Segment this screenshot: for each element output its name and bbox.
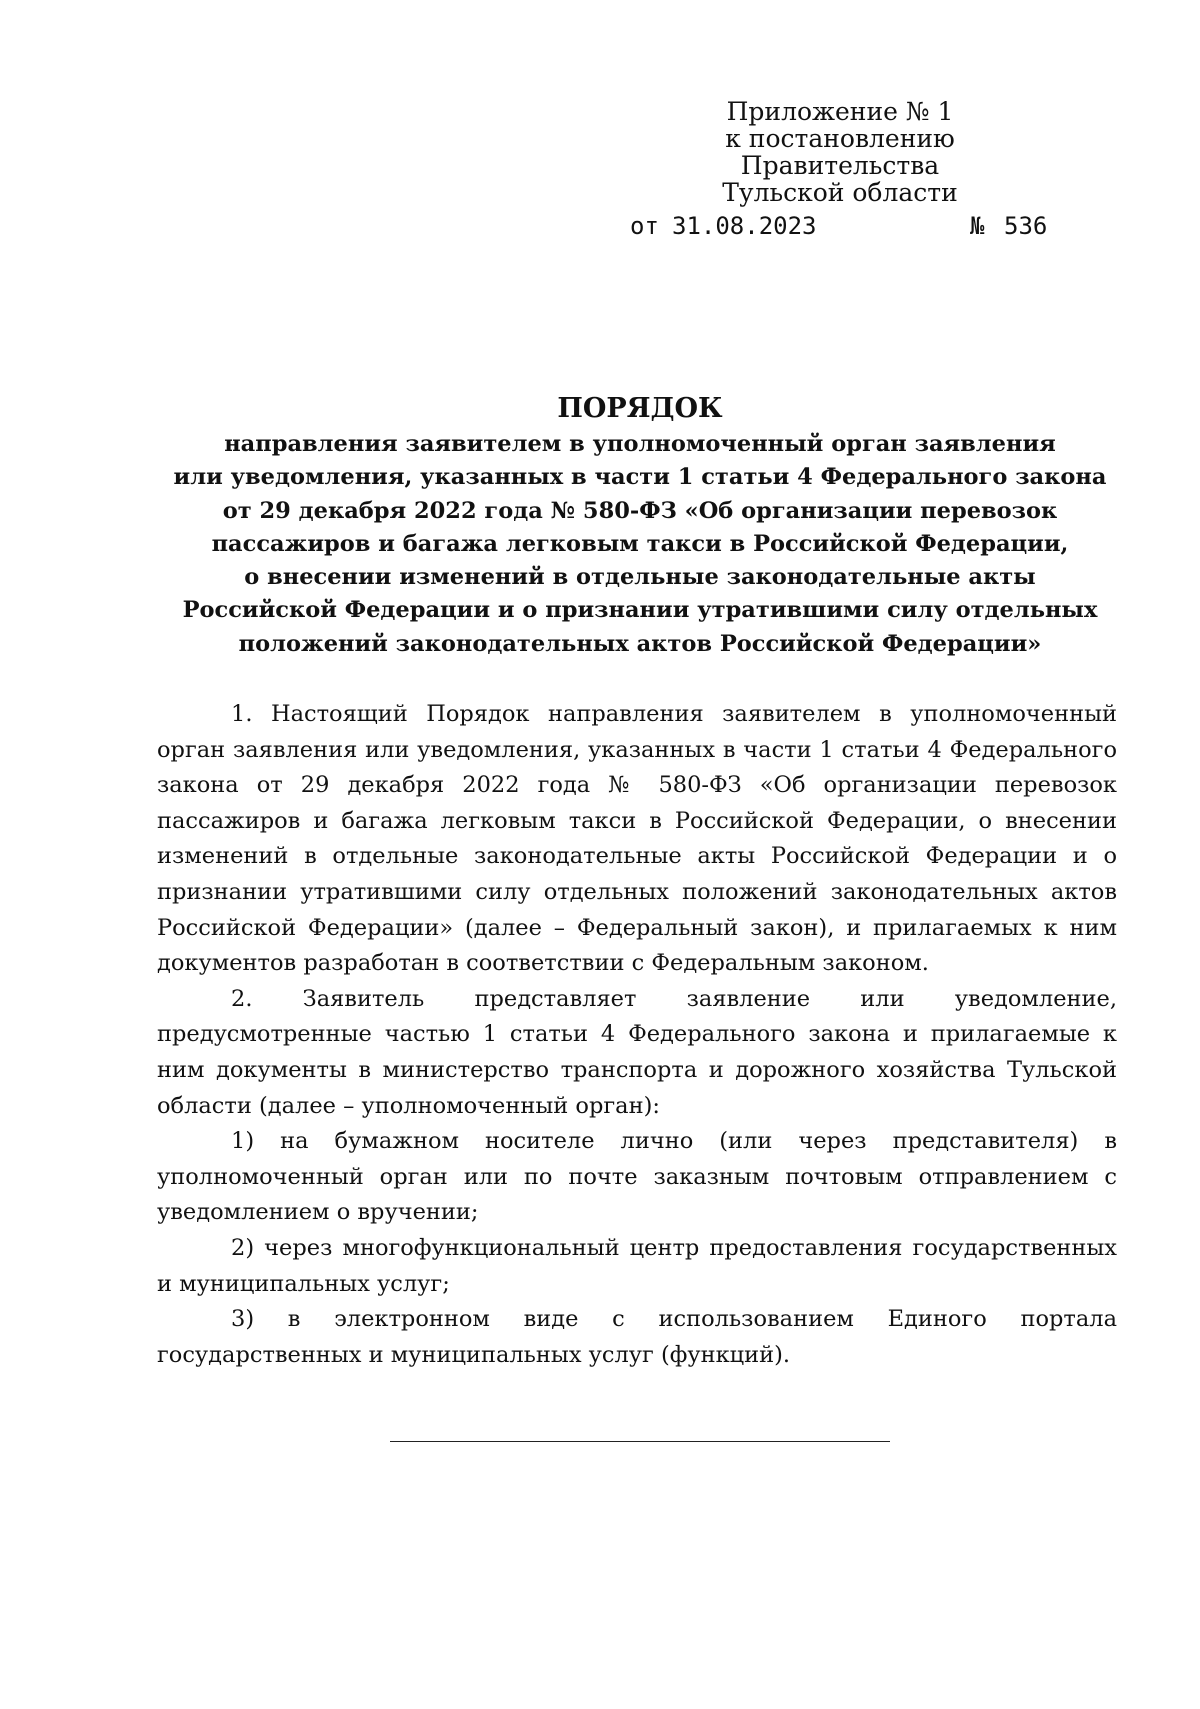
subtitle-line: или уведомления, указанных в части 1 статьи 4 Федерального закона <box>173 464 1107 491</box>
date-label: от <box>630 212 659 240</box>
appendix-reference: к постановлению Правительства <box>725 124 955 180</box>
resolution-date-number <box>630 212 1050 240</box>
subtitle-line: от 29 декабря 2022 года № 580-ФЗ «Об организации перевозок <box>222 497 1058 524</box>
subtitle-line: пассажиров и багажа легковым такси в Российской Федерации, <box>211 530 1069 557</box>
subtitle-line: положений законодательных актов Российской Федерации» <box>238 630 1042 657</box>
subtitle-line: Российской Федерации и о признании утратившими силу отдельных <box>182 597 1098 624</box>
paragraph-2: 2. Заявитель представляет заявление или уведомление, предусмотренные частью 1 статьи 4 Федерального закона и прилагаемые к ним документы в министерство транспорта и дорожного хозяйства Тульской области (далее – уполномоченный орган): <box>157 985 1117 1119</box>
appendix-header <box>640 98 1040 206</box>
subtitle-line: о внесении изменений в отдельные законодательные акты <box>244 564 1036 591</box>
document-body <box>157 697 1117 1373</box>
appendix-region: Тульской области <box>722 178 958 207</box>
resolution-date: 31.08.2023 <box>672 212 817 240</box>
appendix-number: Приложение № 1 <box>726 97 954 126</box>
list-item-2: 2) через многофункциональный центр предоставления государственных и муниципальных услуг; <box>157 1234 1117 1297</box>
document-title: ПОРЯДОК <box>557 393 723 424</box>
paragraph-1: 1. Настоящий Порядок направления заявителем в уполномоченный орган заявления или уведомления, указанных в части 1 статьи 4 Федерального закона от 29 декабря 2022 года № 580-ФЗ «Об организации перевозок пассажиров и багажа легковым такси в Российской Федерации, о внесении изменений в отдельные законодательные акты Российской Федерации и о признании утратившими силу отдельных положений законодательных актов Российской Федерации» (далее – Федеральный закон), и прилагаемых к ним документов разработан в соответствии с Федеральным законом. <box>157 701 1117 977</box>
number-label: № <box>970 212 985 240</box>
resolution-number: 536 <box>1004 212 1048 240</box>
subtitle-line: направления заявителем в уполномоченный орган заявления <box>224 431 1056 457</box>
list-item-3: 3) в электронном виде с использованием Единого портала государственных и муниципальных услуг (функций). <box>157 1306 1117 1368</box>
document-subtitle <box>150 428 1130 661</box>
end-divider-line <box>390 1441 890 1442</box>
list-item-1: 1) на бумажном носителе лично (или через представителя) в уполномоченный орган или по почте заказным почтовым отправлением с уведомлением о вручении; <box>157 1128 1117 1226</box>
